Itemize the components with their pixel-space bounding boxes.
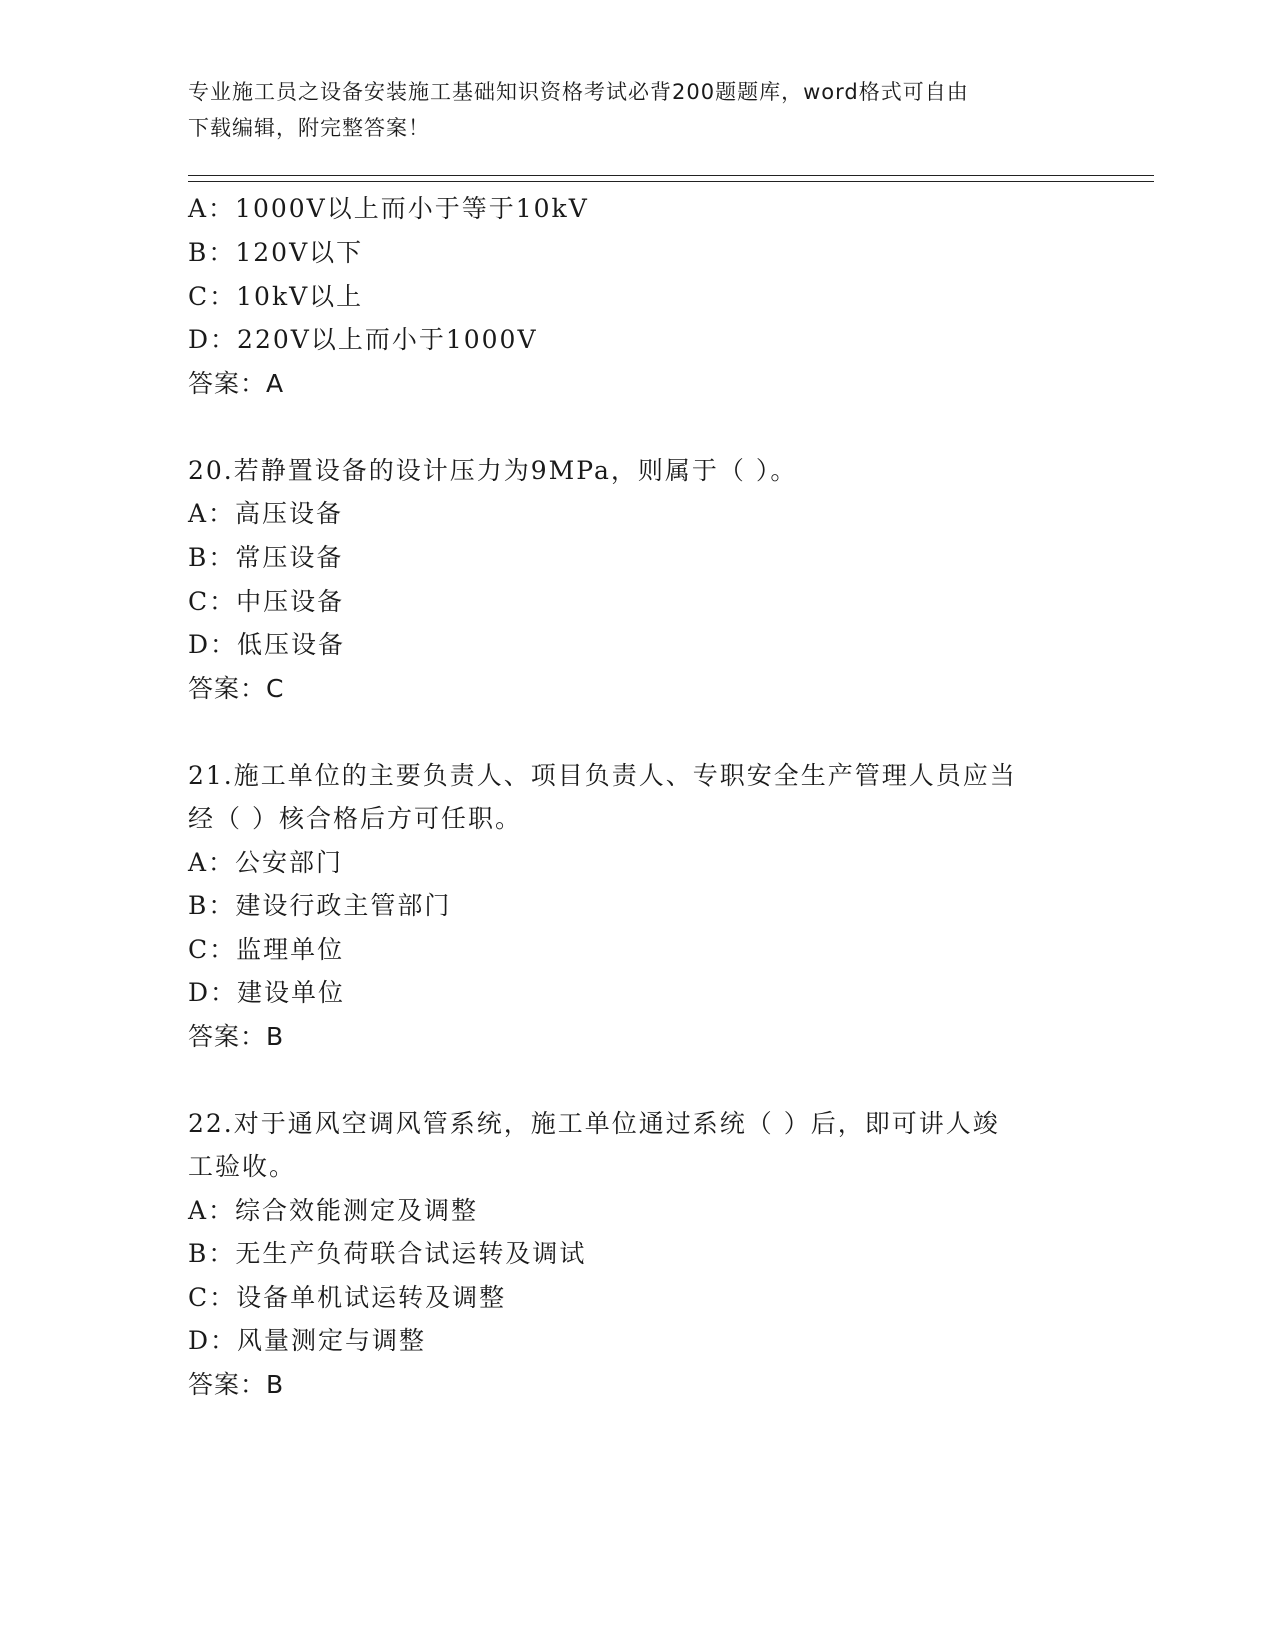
question-stem-line-2: 经（ ）核合格后方可任职。 xyxy=(188,804,522,833)
document-header xyxy=(188,74,1068,146)
option-b: B：建设行政主管部门 xyxy=(188,891,452,920)
answer: 答案：B xyxy=(188,1370,285,1399)
answer: 答案：C xyxy=(188,674,285,703)
option-d: D：低压设备 xyxy=(188,630,346,659)
question-stem-line-1: 21.施工单位的主要负责人、项目负责人、专职安全生产管理人员应当 xyxy=(188,761,1017,790)
question-stem-line-1: 22.对于通风空调风管系统，施工单位通过系统（ ）后，即可讲人竣 xyxy=(188,1109,1000,1138)
header-line-2: 下载编辑，附完整答案！ xyxy=(188,116,430,140)
option-d: D：220V以上而小于1000V xyxy=(188,325,538,354)
option-c: C：设备单机试运转及调整 xyxy=(188,1283,507,1312)
answer: 答案：A xyxy=(188,369,285,398)
option-a: A：综合效能测定及调整 xyxy=(188,1196,479,1225)
option-b: B：无生产负荷联合试运转及调试 xyxy=(188,1239,587,1268)
option-a: A：高压设备 xyxy=(188,499,344,528)
option-b: B：120V以下 xyxy=(188,238,364,267)
option-a: A：1000V以上而小于等于10kV xyxy=(188,194,589,223)
option-a: A：公安部门 xyxy=(188,848,344,877)
header-divider-top xyxy=(188,175,1154,176)
option-c: C：10kV以上 xyxy=(188,282,364,311)
option-c: C：监理单位 xyxy=(188,935,345,964)
question-stem: 20.若静置设备的设计压力为9MPa，则属于（ ）。 xyxy=(188,456,798,485)
answer: 答案：B xyxy=(188,1022,285,1051)
header-line-1: 专业施工员之设备安装施工基础知识资格考试必背200题题库，word格式可自由 xyxy=(188,80,969,104)
option-d: D：风量测定与调整 xyxy=(188,1326,427,1355)
option-c: C：中压设备 xyxy=(188,587,345,616)
header-divider-bottom xyxy=(188,181,1154,182)
option-b: B：常压设备 xyxy=(188,543,344,572)
option-d: D：建设单位 xyxy=(188,978,346,1007)
question-stem-line-2: 工验收。 xyxy=(188,1152,297,1181)
